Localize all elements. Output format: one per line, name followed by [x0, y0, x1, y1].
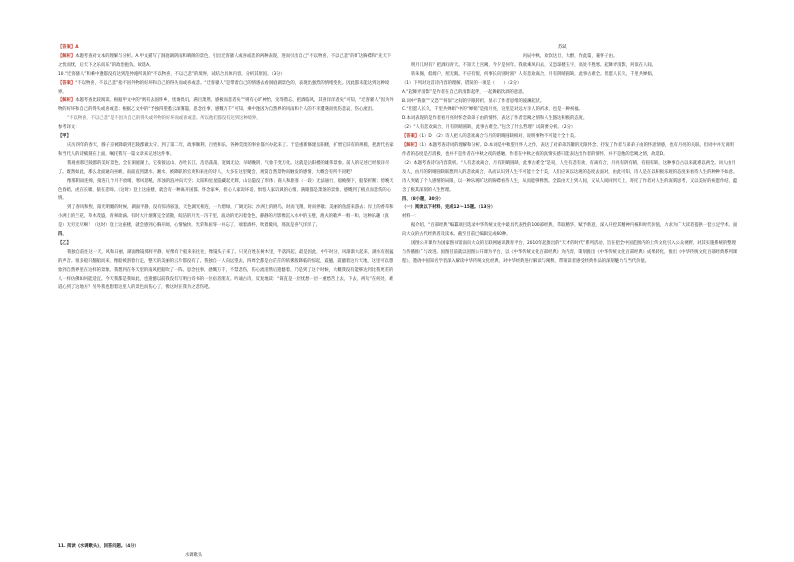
left-section [58, 231, 394, 240]
right-analysis [402, 160, 738, 196]
left-answer-label [58, 44, 394, 53]
left-answer-block [58, 80, 394, 98]
left-label [58, 124, 394, 133]
left-body [58, 204, 394, 231]
poem-author: 苏轼 [558, 45, 567, 50]
right-text: 转朱阁，低绮户，照无眠。不应有恨，何事长向别时圆？人有悲欢离合，月有阴晴圆缺，此事古难全。但愿人长久，千里共婵娟。 [411, 71, 656, 77]
left-body [58, 249, 394, 294]
right-text: 据介绍，“百部经典”编纂项目选录中华传统文化中最具代表性的100部经典，萃取精华、赋予新意，深入开挖其精神内核和时代价值，力求为广大读者提供一套立足学术、面向大众的古代经典普及读本。截至目前已编辑完成60种。 [402, 223, 738, 238]
left-text: 【乙】 [58, 240, 71, 246]
left-tag: 【解析】 [58, 53, 76, 59]
poem-title: 水调歌头 [185, 553, 203, 558]
right-text: （2）本题考查诗句内容赏析。“人有悲欢离合，月有阴晴圆缺，此事古难全”是说，人生有悲有欢、有离有合，月亮有阴有晴、有圆有缺，这种事自古以来就难以两全。词人由月及人，由月的阴晴圆缺联想到人的悲欢离合，从而认识到人生不可能十全十美，人们应该以达观的态度去面对，由此可知，诗人是在以积极乐观的态度来看待人生的种种不如意。诗人突破了个人感情的局限，以一种乐观旷达的胸襟看待人生，从而能够释然。全篇由天上到人间，又从人间回到天上，寄托了作者对人生的深刻思考，又以美好的祝愿作结，蕴含了极其深刻的人生哲理。 [402, 160, 738, 193]
right-text: （一）阅读以下材料，完成12～15题。（13分） [402, 205, 496, 211]
right-body [402, 240, 738, 267]
left-body [58, 142, 394, 160]
right-text: （1）D （2）诗人把人的悲欢离合与月的阴晴圆缺相对，说明事物不可能十全十美。 [419, 134, 579, 140]
left-tag: 【解析】 [58, 98, 76, 104]
right-text: A.“起舞弄清影”是作者在自己的清影起伴，一起舞蹈饮酒的意思。 [402, 89, 527, 95]
left-text: 我观看那巴陵郡的美好景色，全在洞庭湖上。它衔接远山，吞吐长江，浩浩荡荡，宽阔无边；早晴晚阴，气象千变万化。这就是岳阳楼的雄伟景象。前人的记述已经很详尽了。既然如此，那么北面通向巫峡，南面直到潇水、湘水，被降职的官吏和来往的诗人，大多在这里聚会，观赏自然景物而触发的感情，大概会有所不同吧？ [58, 160, 390, 175]
left-text: 庆历四年的春天，滕子京被降职到巴陵郡做太守。到了第二年，政事顺利，百姓和乐，各种荒废的事业都兴办起来了。于是重新修建岳阳楼，扩增它旧有的规模，把唐代名家和当代人的诗赋刻在上面，嘱托我写一篇文章来记述这件事。 [58, 142, 394, 157]
left-text: 四、 [58, 232, 67, 238]
right-analysis [402, 142, 738, 160]
right-question [402, 80, 738, 89]
left-note [58, 115, 394, 124]
left-body [58, 178, 394, 205]
right-text: （2）“人有悲欢离合，月有阴晴圆缺，此事古难全。”包含了什么哲理？试简要分析。（2分） [402, 125, 576, 131]
right-text: （1）下列对这首诗内容的理解，错误的一项是（ ）（2分） [402, 80, 522, 86]
left-text: 我独自前往这一天，风和日丽，湖面像镜那样平静，好像有个船来来往往，像镜头子来了。只见百姓在树木里，半落四起，最是因此，中午时分，风渐渐大起来，湖水有很猛的声音。很多船只翻船而来，像船被刮着行走，整天的美丽的云片都没有了。我独自一人向远望去，四周全都是白茫茫的浓雾般降临的惊起，震撼，震撼着这片天地，这里可以想象到自然界里在这样的景象。我想到在冬天里的南风把船吹了一阵。思念往事，感慨万千，不禁悲伤，伤心流泪然后遗憾着。乃是到了这个时候，大概我没有能够达到比我更差的人一样仿佛如何能适宜。今天我都是我如此，也遗憾以前我没有写明白诗书的一位宿者朋友。吟诵古诗，反复地读：“简直是一层忧愁一层一重愁苦上去，下去，两句”在何处，难道心到了这地方？另外我也想着这里人的景色而伤心了，像这时在我为之悲伤吧。 [58, 249, 394, 291]
left-text: 像那阴雨连绵，接连几个月不放晴，寒风怒吼，浑浊的浪冲向天空；太阳和星星隐藏起光辉，山岳隐没了形体；商人和旅客（一段）无法通行，船桅倒下，船桨折断；傍晚天色昏暗，虎在长啸，猿在悲啼。（这时）登上这座楼，就会有一种离开国都、怀念家乡，担心人家说坏话，惧怕人家讥讽的心情，满眼都是萧条的景象，感慨到了极点而悲伤的心情。 [58, 178, 394, 202]
right-subsection [402, 204, 738, 213]
left-text: “不以物喜，不以己悲”是不因为自己的得失或外物的好坏而或喜或悲。所以他们都没有达到这种境界。 [67, 116, 261, 122]
left-text: 参考译文： [58, 125, 80, 131]
left-column [58, 44, 394, 293]
right-body [402, 222, 738, 240]
left-section [58, 240, 394, 249]
right-text: 国图公开课作为国家图书馆面向大众的互联网通识教育平台，2010年起推出的“天才的时代”系列活动，旨在把全中国范围内的上传文化引入公众视野，对其实施系统的整理与传播推广与改进。国图目前就以国图公开课为平台，以《中华传统文化百部经典》为内容，策划推出《中华传统文化百部经典》成果转化，推出《中华传统文化百部经典系列课程》，邀请中国知名学者深入解读中华传统文化经典，对中华经典进行解读与阐释，带领读者感受经典作品的深刻魅力与当代价值。 [402, 241, 738, 264]
left-analysis [58, 97, 394, 115]
right-answer-block [402, 133, 738, 142]
left-body [58, 160, 394, 178]
left-text: 到了春风和煦、阳光明媚的时候，湖面平静，没有惊涛骇浪，天色湖光相连，一片碧绿，广阔无际；沙洲上的鸥鸟，时而飞翔，时而停歇；美丽的鱼游来游去；岸上的香草和小洲上的兰花，草木茂盛，青翠欲滴。有时大片烟雾完全消散，皎洁的月光一泻千里，波动的光闪着金色，静静的月影像沉入水中的玉璧，渔夫的歌声一唱一和，这种乐趣（真是）无穷无尽啊！（这时）登上这座楼，就会感到心胸开阔，心情愉快，光荣和屈辱一并忘了，端着酒杯，吹着微风，那真是喜气洋洋了。 [58, 205, 394, 229]
left-question [58, 71, 394, 80]
right-text: B.词中“我欲”“又恐”“何似”之间的字眼转折，显示了作者思绪的波澜起伏。 [402, 98, 545, 104]
question-11: 11. 阅读《水调歌头》，回答问题。（4分） [58, 544, 139, 549]
right-option [402, 106, 738, 115]
right-option [402, 98, 738, 107]
right-tag: 【解析】 [402, 143, 420, 149]
left-tag: 【答案】 [58, 80, 76, 86]
left-tag: 【答案】 [58, 45, 76, 50]
right-label [402, 213, 738, 222]
right-section [402, 196, 738, 205]
right-text: 明月几时有？把酒问青天。不知天上宫阙，今夕是何年。我欲乘风归去，又恐琼楼玉宇，高处不胜寒。起舞弄清影，何似在人间。 [411, 62, 656, 68]
right-option [402, 89, 738, 98]
right-text: 丙辰中秋，欢饮达旦，大醉，作此篇，兼怀子由。 [522, 54, 618, 59]
right-tag: 【答案】 [402, 134, 420, 140]
right-text: （1）本题考查诗词的理解和分析。D.本词是中秋望月怀人之作，表达了对弟弟苏辙的无限怀念，抒发了作者与弟弟子由的怀思情感，也有月亮的关联。但词中并无说明作者的态度是否消极，也并不是作者在中秋之夜的感触，作者在中秋之夜的真情实感只能表达出作者的情怀，并不是他的恋阙之情，故选D。 [402, 143, 734, 157]
left-text: 本题考查对文本的理解与分析。A.甲文描写了洞庭湖阴雨和晴朗的景色，引出迁客骚人或喜或悲的两种表现，进而引出自己“不以物喜，不以己悲”的旷达胸襟和“先天下之忧而忧，后天下之乐而乐”的政治抱负。故选A。 [58, 53, 392, 68]
left-text: 10.“迁客骚人”和乘中逢都没有达到范仲淹所说的“不以物喜，不以己悲”的境界，试结合具体内容，分析其原因。（3分） [58, 71, 285, 77]
right-question [402, 124, 738, 133]
left-text: A [75, 45, 79, 50]
left-analysis [58, 53, 394, 71]
right-column [402, 53, 738, 267]
right-text: D.本词表现的是作者看月亮时怀念弟弟子由的情怀，表达了作者恋阙之情和人生豁达积极的态度。 [402, 116, 588, 122]
right-center [402, 53, 738, 62]
right-text: C.“但愿人长久，千里共婵娟”中的“婵娟”是指月亮，这里是对远方亲人的祈求，也是一种祝福。 [402, 107, 583, 113]
right-option [402, 115, 738, 124]
left-section [58, 133, 394, 142]
right-body [402, 71, 738, 80]
left-text: “不以物喜，不以己悲”指不因外物的好坏和自己的得失而或喜或悲。“迁客骚人”是带着自己的情感去看洞庭湖景色的，表现出强烈的情绪变化。因此都未能达到这种境界。 [58, 80, 390, 95]
right-text: 四、（8小题，30分） [402, 196, 444, 202]
right-text: 材料一： [402, 214, 420, 220]
left-text: 【甲】 [58, 134, 71, 140]
left-text: 本题考查比较阅读。根据甲文中的“则有去国怀乡，忧谗畏讥，满目萧然，感极而悲者矣”“则有心旷神怡，宠辱偕忘，把酒临风，其喜洋洋者矣”可知，“迁客骚人”因为外物的好坏和自己的得失或喜或悲；根据乙文中的“予独四望悉云深雾隐，思念往事，感慨万千”可知，乘中逢因为自然界的风雨和个人的不幸遭遇而忧伤悲哀，伤心流泪。 [58, 98, 394, 113]
right-body [402, 62, 738, 71]
